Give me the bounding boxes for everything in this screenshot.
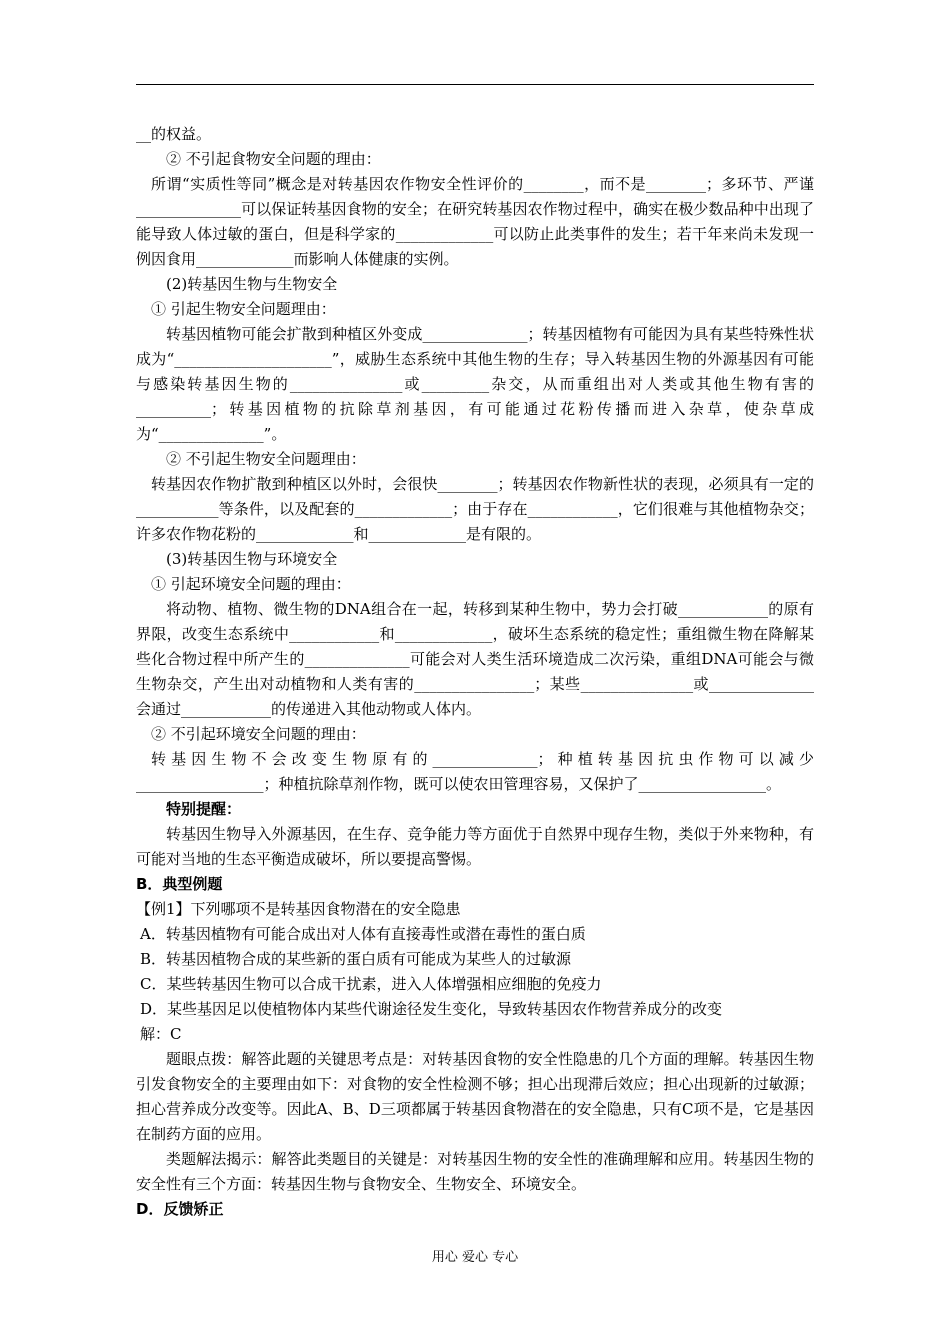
question-stem: 【例1】下列哪项不是转基因食物潜在的安全隐患 [136,900,461,918]
option-b: B．转基因植物合成的某些新的蛋白质有可能成为某些人的过敏源 [140,950,572,968]
subheading: ① 引起生物安全问题理由： [151,300,336,318]
paragraph: __的权益。 [136,125,212,143]
option-c: C．某些转基因生物可以合成干扰素，进入人体增强相应细胞的免疫力 [140,975,602,993]
paragraph: 转基因生物不会改变生物原有的______________；种植转基因抗虫作物可以减少_________________；种植抗除草剂作物，既可以使农田管理容易，又保护了_________________。 [136,750,814,793]
section-heading: D．反馈矫正 [136,1200,224,1218]
option-a: A．转基因植物有可能合成出对人体有直接毒性或潜在毒性的蛋白质 [140,925,586,943]
paragraph: 将动物、植物、微生物的DNA组合在一起，转移到某种生物中，势力会打破____________的原有界限，改变生态系统中____________和_____________，破坏生态系统的稳定性；重组微生物在降解某些化合物过程中所产生的______________可能会对人类生活环境造成二次污染，重组DNA可能会与微生物杂交，产生出对动植物和人类有害的________________；某些_______________或______________会通过____________的传递进入其他动物或人体内。 [136,600,814,718]
subheading: (3)转基因生物与环境安全 [166,550,338,568]
subheading: ② 不引起生物安全问题理由： [166,450,366,468]
subheading: ② 不引起食物安全问题的理由： [166,150,381,168]
paragraph: 转基因农作物扩散到种植区以外时，会很快________；转基因农作物新性状的表现，必须具有一定的___________等条件，以及配套的_____________；由于存在____________，它们很难与其他植物杂交；许多农作物花粉的_____________和_____________是有限的。 [136,475,814,543]
page-footer: 用心 爱心 专心 [431,1250,519,1265]
option-d: D．某些基因足以使植物体内某些代谢途径发生变化，导致转基因农作物营养成分的改变 [140,1000,723,1018]
paragraph: 题眼点拨：解答此题的关键思考点是：对转基因食物的安全性隐患的几个方面的理解。转基因生物引发食物安全的主要理由如下：对食物的安全性检测不够；担心出现滞后效应；担心出现新的过敏源；担心营养成分改变等。因此A、B、D三项都属于转基因食物潜在的安全隐患，只有C项不是，它是基因在制药方面的应用。 [136,1050,814,1143]
answer: 解：C [140,1025,182,1043]
header-rule [136,84,814,85]
subheading: ① 引起环境安全问题的理由： [151,575,351,593]
paragraph: 转基因植物可能会扩散到种植区外变成______________；转基因植物有可能因为具有某些特殊性状成为“_____________________”，威胁生态系统中其他生物的生存；导入转基因生物的外源基因有可能与感染转基因生物的_______________或_________杂交，从而重组出对人类或其他生物有害的__________；转基因植物的抗除草剂基因，有可能通过花粉传播而进入杂草，使杂草成为“______________”。 [136,325,814,443]
subheading: ② 不引起环境安全问题的理由： [151,725,366,743]
paragraph: 类题解法揭示：解答此类题目的关键是：对转基因生物的安全性的准确理解和应用。转基因生物的安全性有三个方面：转基因生物与食物安全、生物安全、环境安全。 [136,1150,814,1193]
section-heading: B．典型例题 [136,875,223,893]
subheading: (2)转基因生物与生物安全 [166,275,338,293]
paragraph: 转基因生物导入外源基因，在生存、竞争能力等方面优于自然界中现存生物，类似于外来物种，有可能对当地的生态平衡造成破坏，所以要提高警惕。 [136,825,814,868]
reminder-heading: 特别提醒： [166,800,242,818]
paragraph: 所谓“实质性等同”概念是对转基因农作物安全性评价的________，而不是________；多环节、严谨______________可以保证转基因食物的安全；在研究转基因农作物过程中，确实在极少数品种中出现了能导致人体过敏的蛋白，但是科学家的_____________可以防止此类事件的发生；若干年来尚未发现一例因食用_____________而影响人体健康的实例。 [136,175,814,268]
document-body [136,122,814,1222]
